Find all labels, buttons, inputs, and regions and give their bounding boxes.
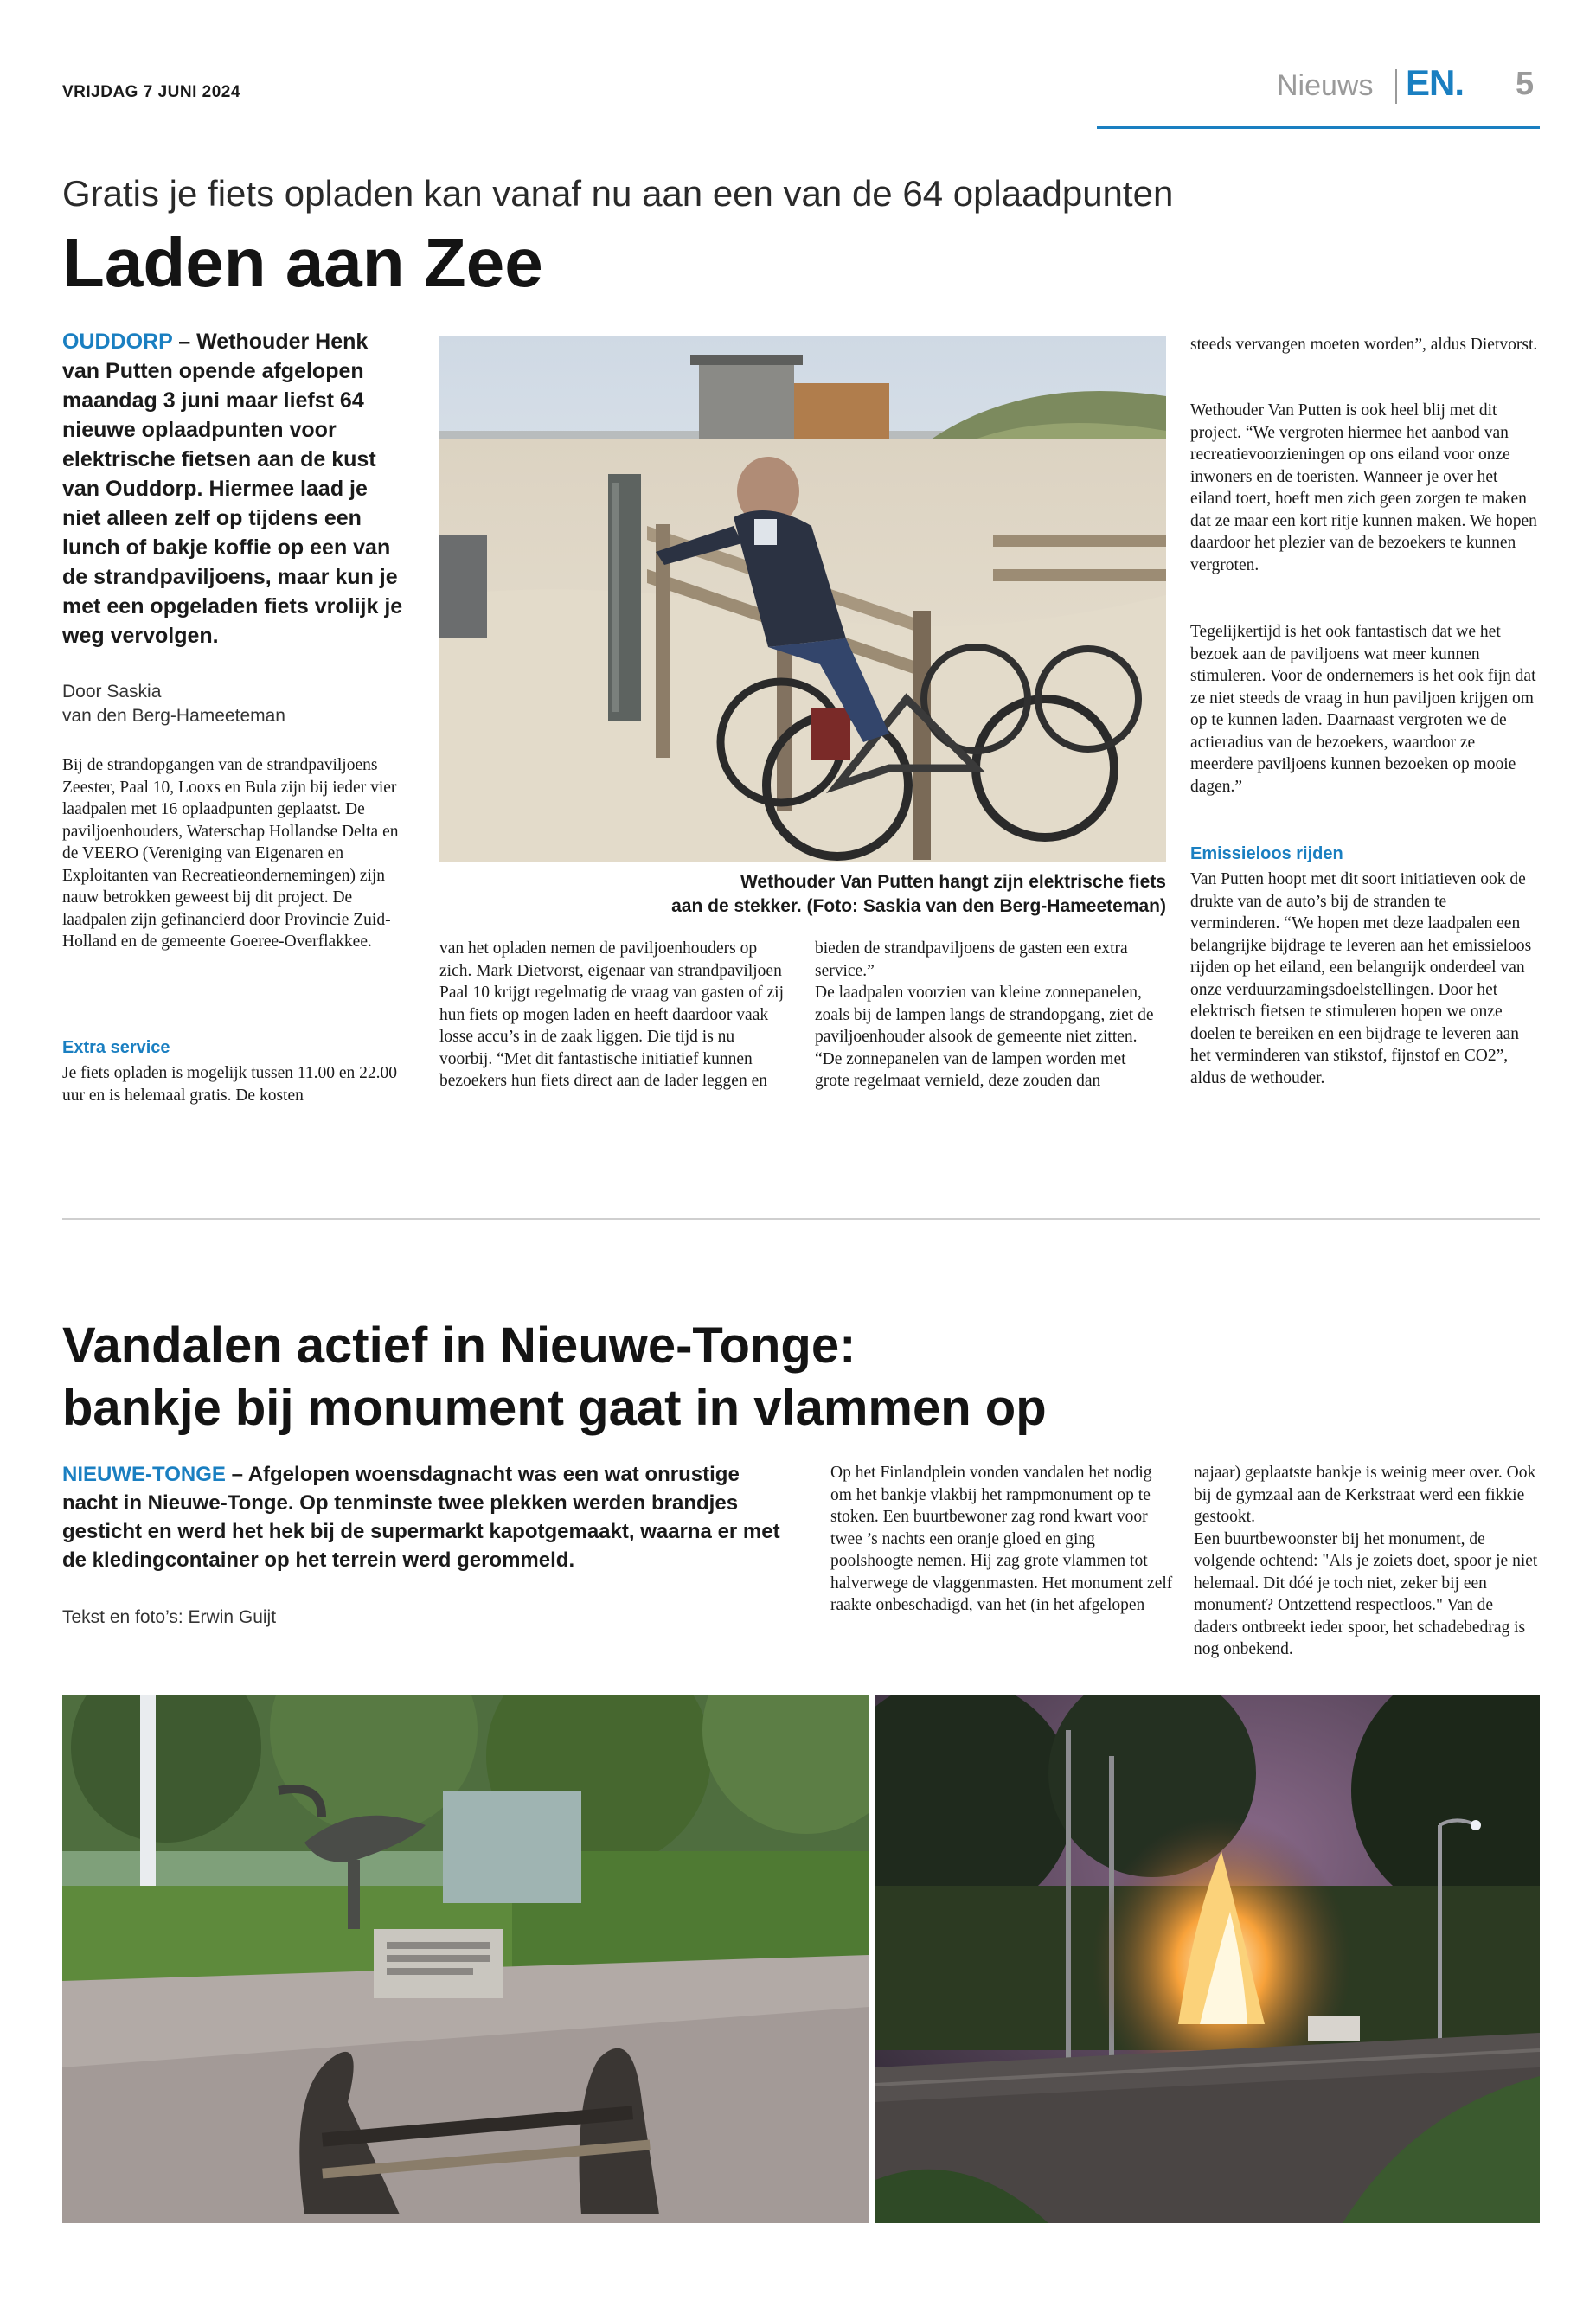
- article1-lead: [62, 327, 408, 651]
- article1-col2-body: van het opladen nemen de paviljoenhouders op zich. Mark Dietvorst, eigenaar van strandpaviljoen Paal 10 krijgt regelmatig de vraag van gasten of zij hun fiets op mogen laden en heeft daardoor vaak losse accu’s in de zaak liggen. Die tijd is nu voorbij. “Met dit fantastische initiatief kunnen bezoekers hun fiets direct aan de lader leggen en: [439, 939, 784, 1090]
- article-divider: [62, 1218, 1540, 1220]
- article2-lead: [62, 1460, 789, 1574]
- byline-line-2: van den Berg-Hameeteman: [62, 706, 285, 726]
- page-number: 5: [1516, 66, 1535, 102]
- article2-lead-text: – Afgelopen woensdagnacht was een wat onrustige nacht in Nieuwe-Tonge. Op tenminste twee plekken werden brandjes gesticht en werd het hek bij de supermarkt kapotgemaakt, waarna er met de kledingcontainer op het terrein werd gerommeld.: [62, 1463, 780, 1572]
- byline-line-1: Door Saskia: [62, 682, 162, 702]
- article1-col4-body2: Wethouder Van Putten is ook heel blij met dit project. “We vergroten hiermee het aanbod van recreatievoorzieningen op ons eiland voor onze inwoners en de toeristen. Wanneer je over het eiland toert, hoeft men zich geen zorgen te maken dat ze maar een kort ritje kunnen maken. We hopen daardoor het plezier van de bezoekers te kunnen vergroten.: [1190, 401, 1537, 574]
- section-label: Nieuws: [1277, 69, 1374, 102]
- photo-charging-station: [439, 336, 1166, 862]
- article2-place: NIEUWE-TONGE: [62, 1463, 226, 1486]
- issue-date: VRIJDAG 7 JUNI 2024: [62, 83, 240, 101]
- article2-headline-line-1: Vandalen actief in Nieuwe-Tonge:: [62, 1317, 856, 1374]
- photo-bench-on-fire: [875, 1695, 1540, 2223]
- article1-subhead-extra-service: Extra service: [62, 1038, 170, 1057]
- photo-burnt-bench: [62, 1695, 869, 2223]
- article2-headline-line-2: bankje bij monument gaat in vlammen op: [62, 1380, 1047, 1436]
- article1-place: OUDDORP: [62, 330, 173, 354]
- article2-col4-body: najaar) geplaatste bankje is weinig meer over. Ook bij de gymzaal aan de Kerkstraat werd een fikkie gestookt. Een buurtbewoonster bij het monument, de volgende ochtend: "Als je zoiets doet, spoor je niet helemaal. Dit dóé je toch niet, zeker bij een monument? Ontzettend respectloos." Van de daders ontbreekt ieder spoor, het schadebedrag is nog onbekend.: [1194, 1464, 1538, 1658]
- caption-line-1: Wethouder Van Putten hangt zijn elektrische fiets: [740, 872, 1166, 892]
- article2-byline: Tekst en foto’s: Erwin Guijt: [62, 1607, 277, 1627]
- article1-headline: Laden aan Zee: [62, 224, 543, 301]
- article2-headline: [62, 1315, 1047, 1439]
- article1-col4-body3: Tegelijkertijd is het ook fantastisch dat we het bezoek aan de paviljoens wat meer kunnen stimuleren. Voor de ondernemers is het ook fijn dat ze niet steeds de vraag in hun paviljoen krijgen om op te kunnen laden. Daarnaast vergroten we de actieradius van de bezoekers, waardoor ze meerdere paviljoens kunnen bezoeken op mooie dagen.”: [1190, 623, 1536, 796]
- article1-subhead-emissieloos: Emissieloos rijden: [1190, 844, 1343, 863]
- article1-col4-body4: Van Putten hoopt met dit soort initiatieven ook de drukte van de auto’s bij de stranden te verminderen. “We hopen met deze laadpalen een belangrijke bijdrage te leveren aan het emissieloos rijden op het eiland, een belangrijk onderdeel van onze verduurzamingsdoelstellingen. Door het elektrisch fietsen te stimuleren hopen we onze doelen te bereiken en een bijdrage te leveren aan het verminderen van stikstof, fijnstof en CO2”, aldus de wethouder.: [1190, 870, 1532, 1087]
- header-rule: [1097, 126, 1540, 129]
- article1-col1-body2: Je fiets opladen is mogelijk tussen 11.00 en 22.00 uur en is helemaal gratis. De kosten: [62, 1064, 398, 1105]
- article1-byline: [62, 680, 408, 728]
- brand-logo: EN.: [1406, 62, 1465, 103]
- caption-line-2: aan de stekker. (Foto: Saskia van den Berg-Hameeteman): [671, 896, 1166, 916]
- article1-photo-caption: [439, 870, 1166, 919]
- section-divider: [1395, 69, 1397, 104]
- article1-col1-body: Bij de strandopgangen van de strandpaviljoens Zeester, Paal 10, Looxs en Bula zijn bij ieder vier laadpalen met 16 oplaadpunten geplaatst. De paviljoenhouders, Waterschap Hollandse Delta en de VEERO (Vereniging van Eigenaren en Exploitanten van Recreatieondernemingen) zijn nauw betrokken geweest bij dit project. De laadpalen zijn gefinancierd door Provincie Zuid-Holland en de gemeente Goeree-Overflakkee.: [62, 756, 399, 951]
- article1-col4-body1: steeds vervangen moeten worden”, aldus Dietvorst.: [1190, 336, 1538, 354]
- article1-col3-body: bieden de strandpaviljoens de gasten een extra service.” De laadpalen voorzien van kleine zonnepanelen, zoals bij de lampen langs de strandopgang, ziet de paviljoenhouder alsook de gemeente niet zitten. “De zonnepanelen van de lampen worden met grote regelmaat vernield, deze zouden dan: [815, 939, 1154, 1090]
- article2-col3-body: Op het Finlandplein vonden vandalen het nodig om het bankje vlakbij het rampmonument op te stoken. Een buurtbewoner zag rond kwart voor twee ’s nachts een oranje gloed en ging poolshoogte nemen. Hij zag grote vlammen tot halverwege de vlaggenmasten. Het monument zelf raakte onbeschadigd, van het (in het afgelopen: [830, 1464, 1173, 1614]
- article1-lead-text: – Wethouder Henk van Putten opende afgelopen maandag 3 juni maar liefst 64 nieuwe oplaadpunten voor elektrische fietsen aan de kust van Ouddorp. Hiermee laad je niet alleen zelf op tijdens een lunch of bakje koffie op een van de strandpaviljoens, maar kun je met een opgeladen fiets vrolijk je weg vervolgen.: [62, 330, 403, 648]
- article1-kicker: Gratis je fiets opladen kan vanaf nu aan een van de 64 oplaadpunten: [62, 173, 1174, 214]
